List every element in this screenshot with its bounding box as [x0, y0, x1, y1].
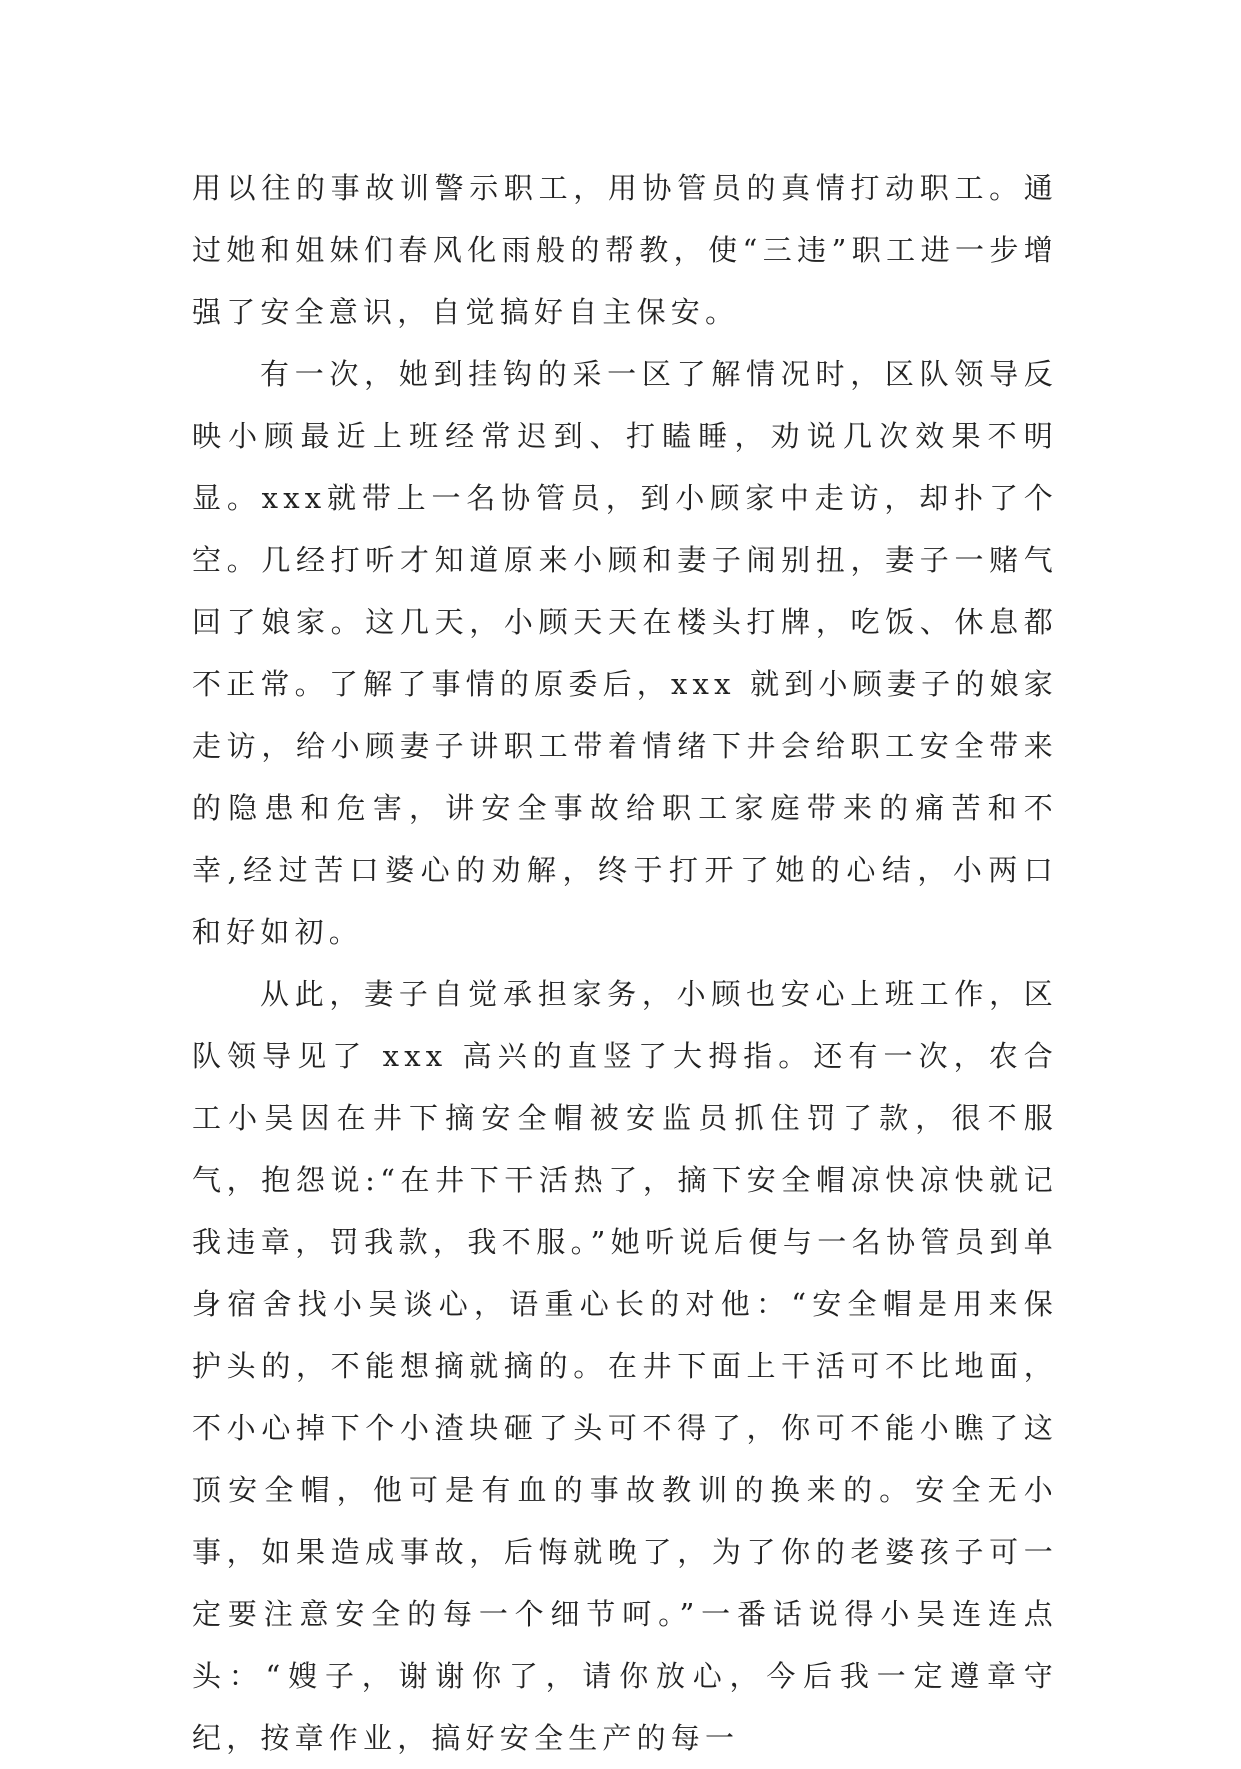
paragraph-helmet-story: 从此，妻子自觉承担家务，小顾也安心上班工作，区队领导见了 xxx 高兴的直竖了大拇指。还有一次，农合工小吴因在井下摘安全帽被安监员抓住罚了款，很不服气，抱怨说:“在井下干活热了，摘下安全帽凉快凉快就记我违章，罚我款，我不服。”她听说后便与一名协管员到单身宿舍找小吴谈心，语重心长的对他：“安全帽是用来保护头的，不能想摘就摘的。在井下面上干活可不比地面，不小心掉下个小渣块砸了头可不得了，你可不能小瞧了这顶安全帽，他可是有血的事故教训的换来的。安全无小事，如果造成事故，后悔就晚了，为了你的老婆孩子可一定要注意安全的每一个细节呵。”一番话说得小吴连连点头：“嫂子，谢谢你了，请你放心，今后我一定遵章守纪，按章作业，搞好安全生产的每一	[192, 977, 1058, 1755]
paragraph-continuation: 用以往的事故训警示职工，用协管员的真情打动职工。通过她和姐妹们春风化雨般的帮教，使“三违”职工进一步增强了安全意识，自觉搞好自主保安。	[192, 171, 1058, 329]
document-body	[192, 157, 1058, 1769]
paragraph-visit-story: 有一次，她到挂钩的采一区了解情况时，区队领导反映小顾最近上班经常迟到、打瞌睡，劝说几次效果不明显。xxx就带上一名协管员，到小顾家中走访，却扑了个空。几经打听才知道原来小顾和妻子闹别扭，妻子一赌气回了娘家。这几天，小顾天天在楼头打牌，吃饭、休息都不正常。了解了事情的原委后，xxx 就到小顾妻子的娘家走访，给小顾妻子讲职工带着情绪下井会给职工安全带来的隐患和危害，讲安全事故给职工家庭带来的痛苦和不幸,经过苦口婆心的劝解，终于打开了她的心结，小两口和好如初。	[192, 357, 1058, 949]
